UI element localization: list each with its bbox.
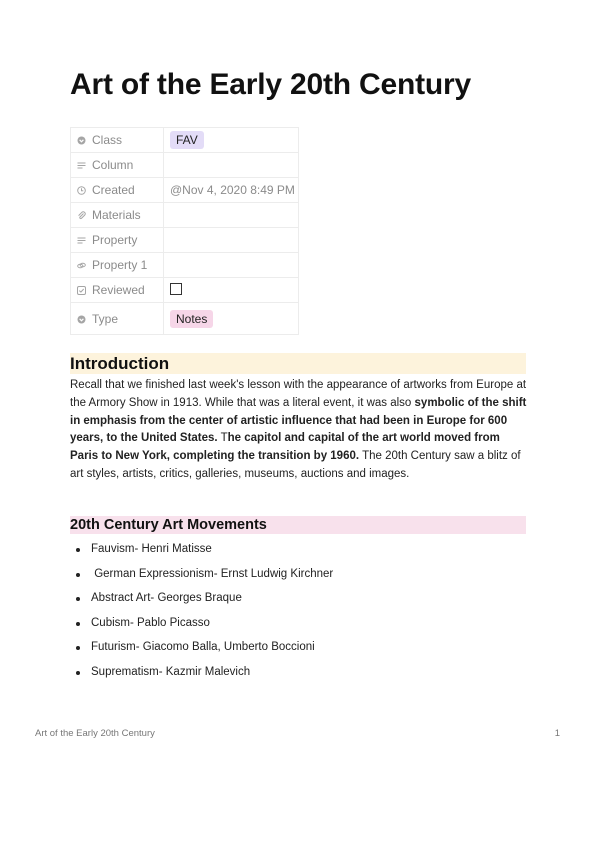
bullet-icon <box>76 646 80 650</box>
link-icon <box>77 261 86 270</box>
property-row-class <box>71 128 299 153</box>
intro-bold-2: he capitol and capital of the art world moved from Paris to New York, completing the transition by 1960. <box>70 432 500 463</box>
checkbox-icon <box>77 286 86 295</box>
property-row-type <box>71 303 299 335</box>
intro-text-3: The 20th Century saw a blitz of art styles, artists, critics, galleries, museums, auctions and images. <box>70 450 521 480</box>
clock-icon <box>77 186 86 195</box>
bullet-icon <box>76 597 80 601</box>
movements-list <box>70 539 333 686</box>
property-key: Materials <box>71 203 164 228</box>
list-item: German Expressionism- Ernst Ludwig Kirchner <box>70 564 333 589</box>
introduction-heading: Introduction <box>70 353 526 374</box>
property-value[interactable] <box>164 303 299 335</box>
property-value[interactable] <box>164 228 299 253</box>
paperclip-icon <box>77 211 86 220</box>
movements-heading: 20th Century Art Movements <box>70 516 526 534</box>
page-title: Art of the Early 20th Century <box>70 68 471 101</box>
property-row-column <box>71 153 299 178</box>
property-key: Created <box>71 178 164 203</box>
select-icon <box>77 315 86 324</box>
property-value[interactable] <box>164 153 299 178</box>
property-key: Property 1 <box>71 253 164 278</box>
footer-title: Art of the Early 20th Century <box>35 728 155 739</box>
page-number: 1 <box>554 728 560 739</box>
list-item: Fauvism- Henri Matisse <box>70 539 333 564</box>
intro-bold-1: symbolic of the shift in emphasis from the center of artistic influence that had been in Europe for 600 years, to the United States. <box>70 396 527 445</box>
property-row-materials <box>71 203 299 228</box>
property-key: Type <box>71 303 164 335</box>
property-row-reviewed <box>71 278 299 303</box>
list-item: Suprematism- Kazmir Malevich <box>70 662 333 687</box>
property-value[interactable] <box>164 253 299 278</box>
introduction-paragraph <box>70 377 530 484</box>
list-item: Abstract Art- Georges Braque <box>70 588 333 613</box>
intro-text-2: T <box>217 432 228 445</box>
property-key: Column <box>71 153 164 178</box>
property-key: Property <box>71 228 164 253</box>
list-item: Futurism- Giacomo Balla, Umberto Boccioni <box>70 637 333 662</box>
property-row-created <box>71 178 299 203</box>
intro-text-1: Recall that we finished last week's lesson with the appearance of artworks from Europe at the Armory Show in 1913. While that was a literal event, it was also <box>70 379 527 409</box>
select-icon <box>77 136 86 145</box>
properties-table <box>70 127 299 335</box>
property-value[interactable] <box>164 203 299 228</box>
reviewed-checkbox[interactable] <box>170 283 182 295</box>
property-key: Class <box>71 128 164 153</box>
bullet-icon <box>76 622 80 626</box>
property-key: Reviewed <box>71 278 164 303</box>
list-item: Cubism- Pablo Picasso <box>70 613 333 638</box>
tag-badge[interactable]: Notes <box>170 310 213 328</box>
property-row-property <box>71 228 299 253</box>
property-value <box>164 278 299 303</box>
text-lines-icon <box>77 236 86 245</box>
tag-badge[interactable]: FAV <box>170 131 204 149</box>
bullet-icon <box>76 573 80 577</box>
property-value[interactable]: @Nov 4, 2020 8:49 PM <box>164 178 299 203</box>
bullet-icon <box>76 671 80 675</box>
text-lines-icon <box>77 161 86 170</box>
property-row-property-1 <box>71 253 299 278</box>
property-value[interactable] <box>164 128 299 153</box>
bullet-icon <box>76 548 80 552</box>
